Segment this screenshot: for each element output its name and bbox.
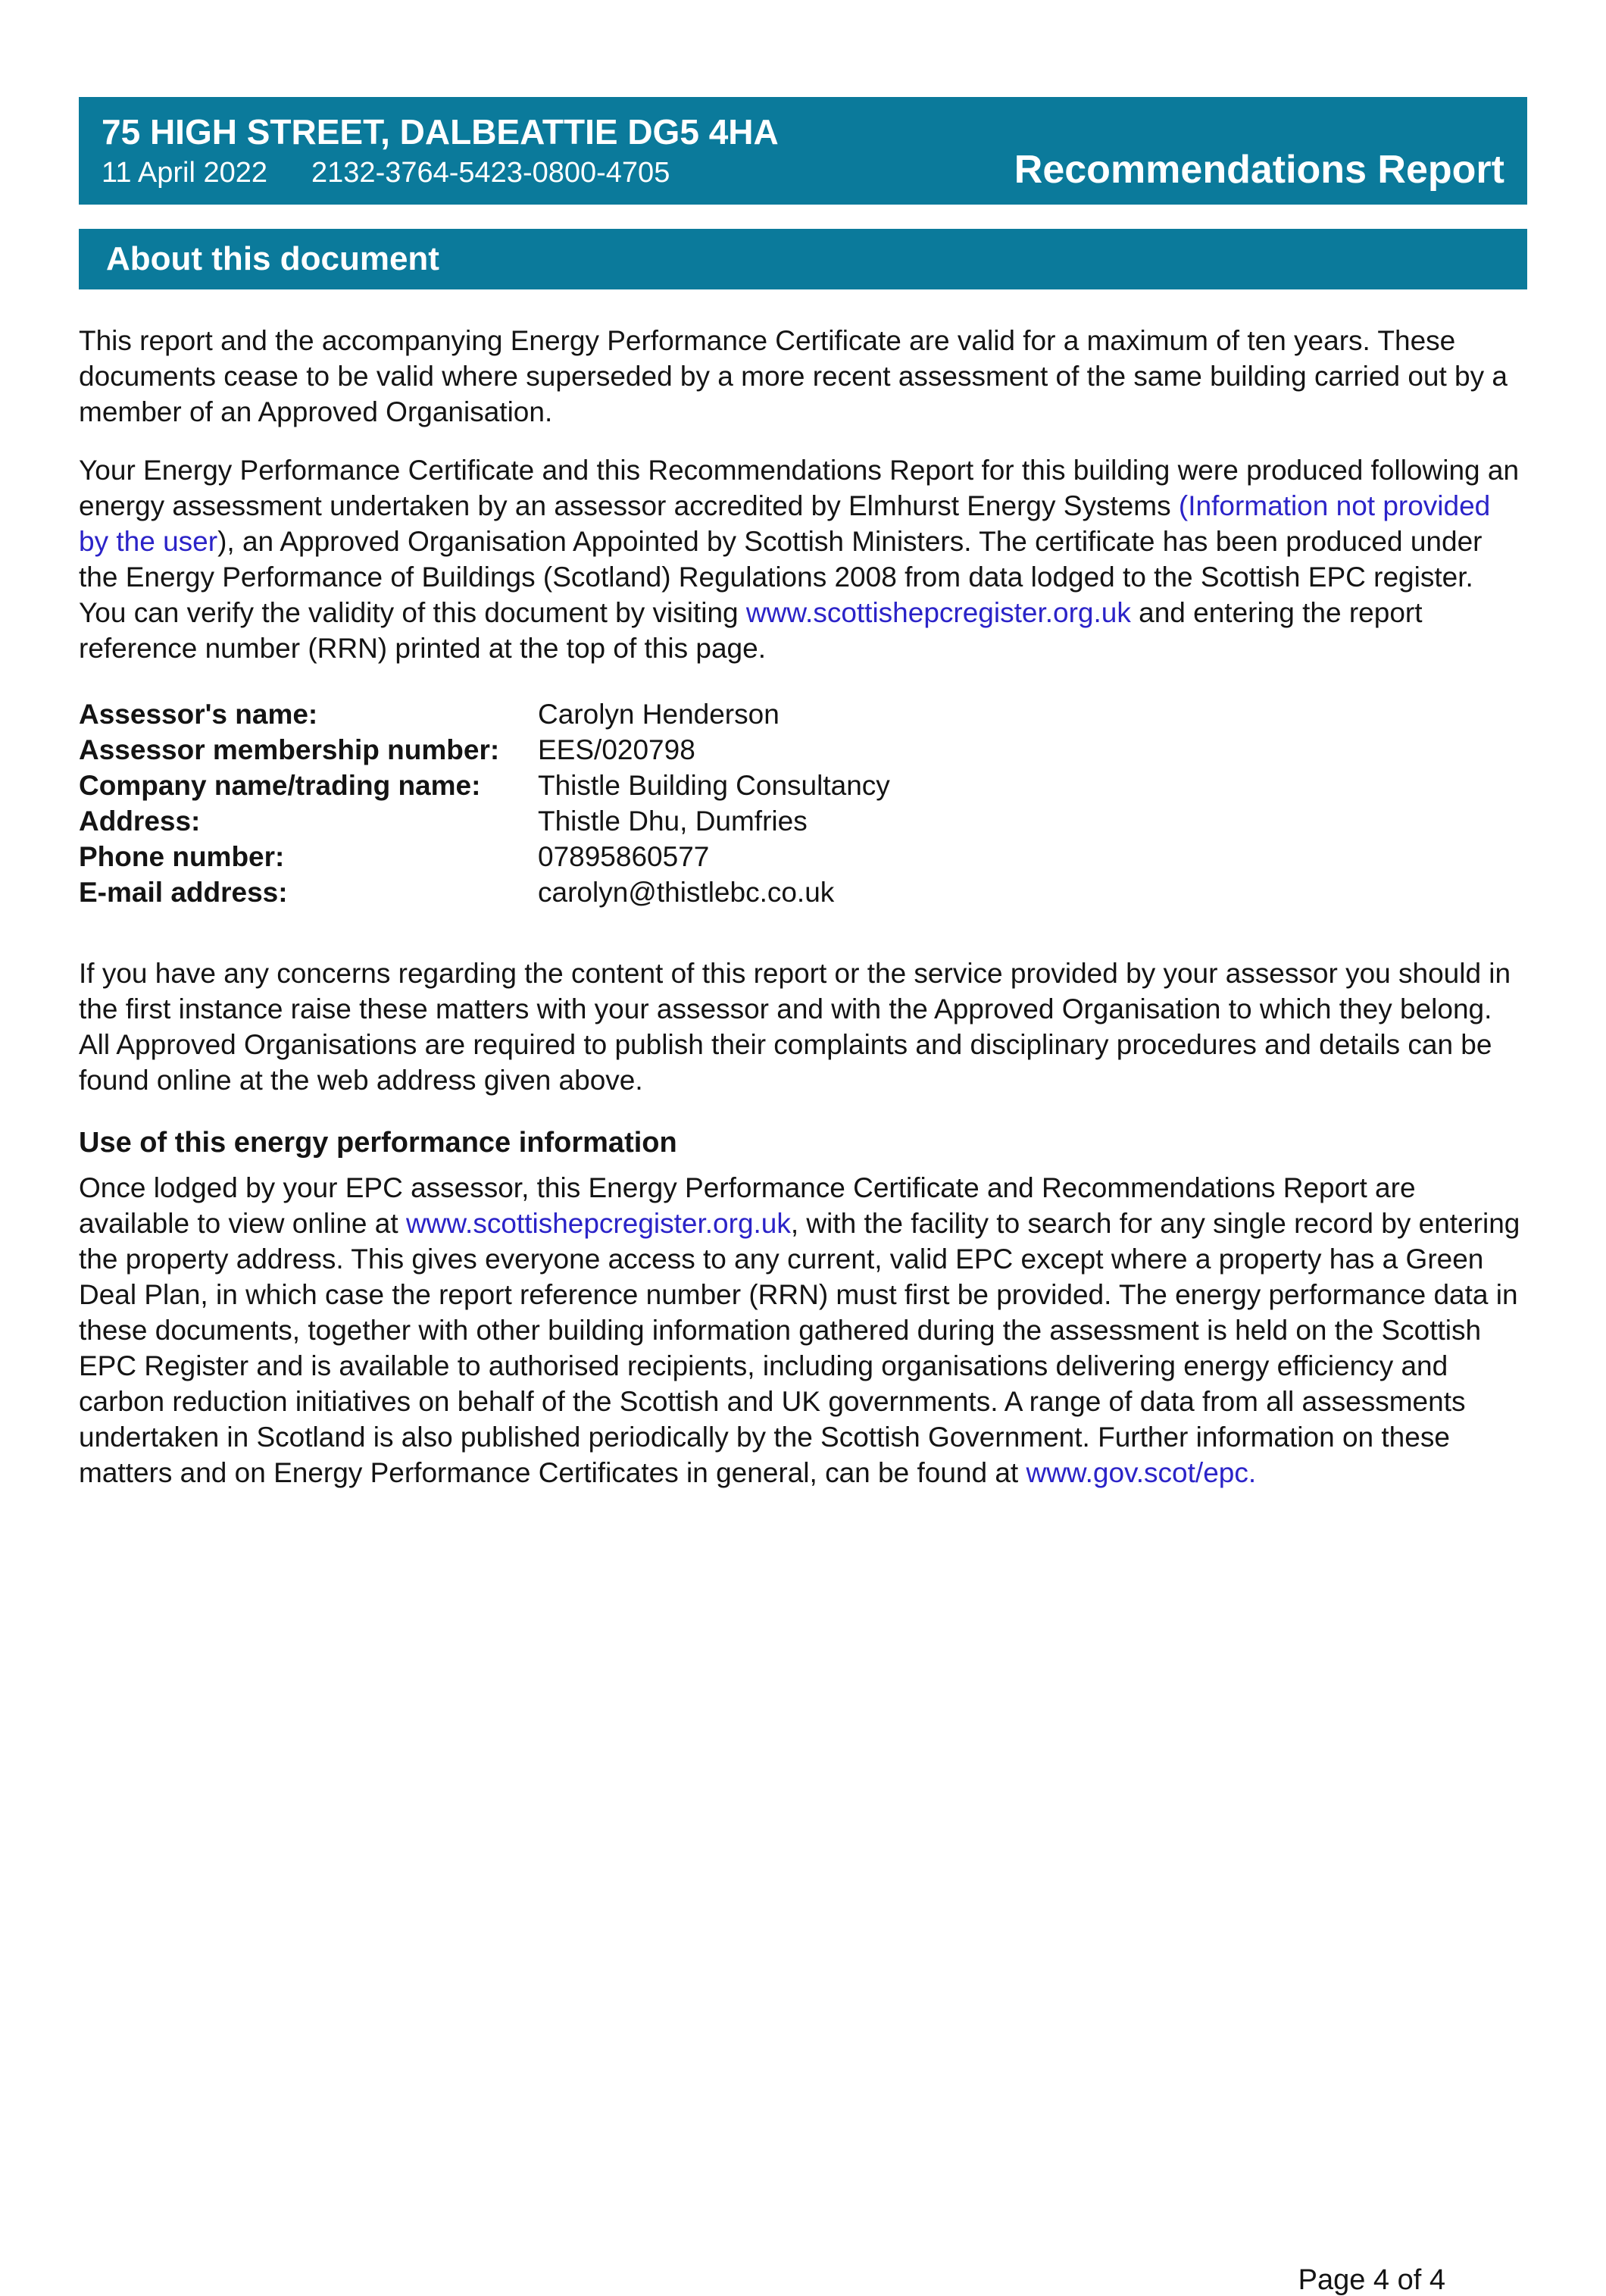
report-meta (102, 158, 779, 187)
assessment-date: 11 April 2022 (102, 157, 268, 189)
assessor-detail-row (79, 803, 1527, 839)
subheading-use-of-information: Use of this energy performance information (79, 1127, 677, 1159)
paragraph-production: Your Energy Performance Certificate and this Recommendations Report for this building were produced following an energy assessment undertaken by an assessor accredited by Elmhurst Energy Systems (Information not provided by the user), an Approved Organisation Appointed by Scottish Ministers. The certificate has been produced under the Energy Performance of Buildings (Scotland) Regulations 2008 from data lodged to the Scottish EPC register. You can verify the validity of this document by visiting www.scottishepcregister.org.uk and entering the report reference number (RRN) printed at the top of this page. (79, 455, 1520, 664)
paragraph-concerns: If you have any concerns regarding the content of this report or the service provided by your assessor you should in the first instance raise these matters with your assessor and with the Approved Organisation to which they belong. All Approved Organisations are required to publish their complaints and disciplinary procedures and details can be found online at the web address given above. (79, 958, 1511, 1096)
page-content (79, 97, 1527, 2296)
inline-link[interactable]: www.scottishepcregister.org.uk (405, 1208, 791, 1239)
assessor-detail-row (79, 732, 1527, 768)
paragraph-validity: This report and the accompanying Energy Performance Certificate are valid for a maximum of ten years. These documents cease to be valid where superseded by a more recent assessment of the same building carried out by a member of an Approved Organisation. (79, 325, 1508, 427)
page-number: Page 4 of 4 (1298, 2264, 1445, 2296)
assessor-detail-row (79, 768, 1527, 803)
paragraph-use-of-information: Once lodged by your EPC assessor, this Energy Performance Certificate and Recommendations Report are available to view online at www.scottishepcregister.org.uk, with the facility to search for any single record by entering the property address. This gives everyone access to any current, valid EPC except where a property has a Green Deal Plan, in which case the report reference number (RRN) must first be provided. The energy performance data in these documents, together with other building information gathered during the assessment is held on the Scottish EPC Register and is available to authorised recipients, including organisations delivering energy efficiency and carbon reduction initiatives on behalf of the Scottish and UK governments. A range of data from all assessments undertaken in Scotland is also published periodically by the Scottish Government. Further information on these matters and on Energy Performance Certificates in general, can be found at www.gov.scot/epc. (79, 1172, 1520, 1488)
detail-value: EES/020798 (538, 734, 695, 765)
detail-value: Thistle Building Consultancy (538, 770, 890, 801)
section-header-about (79, 229, 1527, 289)
section-title: About this document (106, 240, 439, 277)
report-reference-number: 2132-3764-5423-0800-4705 (311, 157, 670, 189)
detail-label: Company name/trading name: (79, 770, 481, 801)
inline-link[interactable]: www.scottishepcregister.org.uk (745, 597, 1131, 628)
property-address: 75 HIGH STREET, DALBEATTIE DG5 4HA (102, 112, 779, 152)
report-title: Recommendations Report (1014, 148, 1504, 192)
report-header-left (102, 97, 779, 205)
detail-value: carolyn@thistlebc.co.uk (538, 877, 835, 908)
assessor-detail-row (79, 874, 1527, 910)
assessor-detail-row (79, 839, 1527, 874)
detail-value: Carolyn Henderson (538, 699, 780, 730)
detail-value: 07895860577 (538, 841, 710, 872)
detail-label: E-mail address: (79, 877, 288, 908)
report-header (79, 97, 1527, 205)
detail-value: Thistle Dhu, Dumfries (538, 805, 808, 837)
detail-label: Address: (79, 805, 201, 837)
inline-link[interactable]: (Information not provided by the user (79, 490, 1491, 557)
document-body (79, 323, 1527, 1491)
detail-label: Phone number: (79, 841, 285, 872)
assessor-detail-row (79, 696, 1527, 732)
detail-label: Assessor's name: (79, 699, 318, 730)
inline-link[interactable]: www.gov.scot/epc. (1026, 1457, 1257, 1488)
assessor-details (79, 696, 1527, 910)
detail-label: Assessor membership number: (79, 734, 500, 765)
